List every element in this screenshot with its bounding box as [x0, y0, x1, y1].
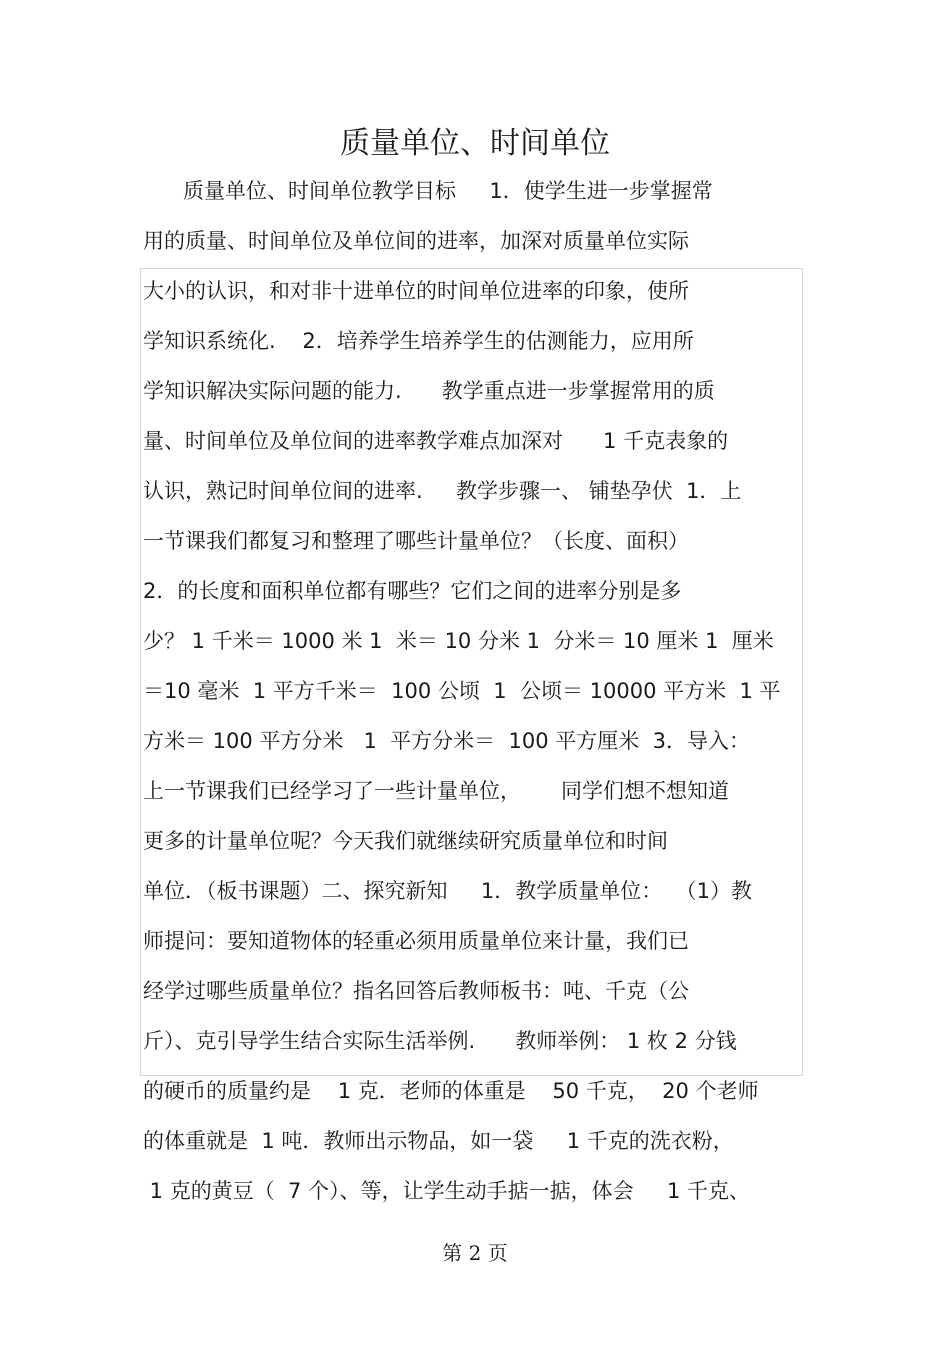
text-line: 认识，熟记时间单位间的进率. 教学步骤一、 铺垫孕伏 1．上	[143, 479, 742, 503]
body-text	[143, 166, 807, 1216]
text-line: 的硬币的质量约是 1 克．老师的体重是 50 千克， 20 个老师	[143, 1079, 759, 1103]
text-line: 师提问：要知道物体的轻重必须用质量单位来计量，我们已	[143, 929, 689, 953]
text-line: 经学过哪些质量单位？指名回答后教师板书：吨、千克（公	[143, 979, 689, 1003]
text-line: 学知识系统化. 2．培养学生培养学生的估测能力，应用所	[143, 329, 694, 353]
text-line: 量、时间单位及单位间的进率教学难点加深对 1 千克表象的	[143, 429, 729, 453]
text-line: 学知识解决实际问题的能力. 教学重点进一步掌握常用的质	[143, 379, 715, 403]
text-line: 一节课我们都复习和整理了哪些计量单位？（长度、面积）	[143, 529, 689, 553]
text-line: 方米＝ 100 平方分米 1 平方分米＝ 100 平方厘米 3．导入：	[143, 729, 750, 753]
text-line: 用的质量、时间单位及单位间的进率，加深对质量单位实际	[143, 229, 689, 253]
page-title: 质量单位、时间单位	[340, 126, 610, 161]
page-number: 第 2 页	[442, 1241, 508, 1265]
text-line: 斤）、克引导学生结合实际生活举例. 教师举例： 1 枚 2 分钱	[143, 1029, 737, 1053]
text-line: 1 克的黄豆（ 7 个）、等，让学生动手掂一掂，体会 1 千克、	[143, 1179, 751, 1203]
text-line: 上一节课我们已经学习了一些计量单位， 同学们想不想知道	[143, 779, 730, 803]
text-line: 质量单位、时间单位教学目标 1．使学生进一步掌握常	[143, 179, 713, 203]
text-line: 大小的认识，和对非十进单位的时间单位进率的印象，使所	[143, 279, 689, 303]
text-line: ＝10 毫米 1 平方千米＝ 100 公顷 1 公顷＝ 10000 平方米 1 平	[143, 679, 781, 703]
text-line: 单位．（板书课题）二、探究新知 1．教学质量单位： （1）教	[143, 879, 752, 903]
text-line: 的体重就是 1 吨．教师出示物品，如一袋 1 千克的洗衣粉，	[143, 1129, 734, 1153]
text-line: 2．的长度和面积单位都有哪些？它们之间的进率分别是多	[143, 579, 682, 603]
text-line: 更多的计量单位呢？今天我们就继续研究质量单位和时间	[143, 829, 668, 853]
text-line: 少？ 1 千米＝ 1000 米 1 米＝ 10 分米 1 分米＝ 10 厘米 1 厘米	[143, 629, 774, 653]
